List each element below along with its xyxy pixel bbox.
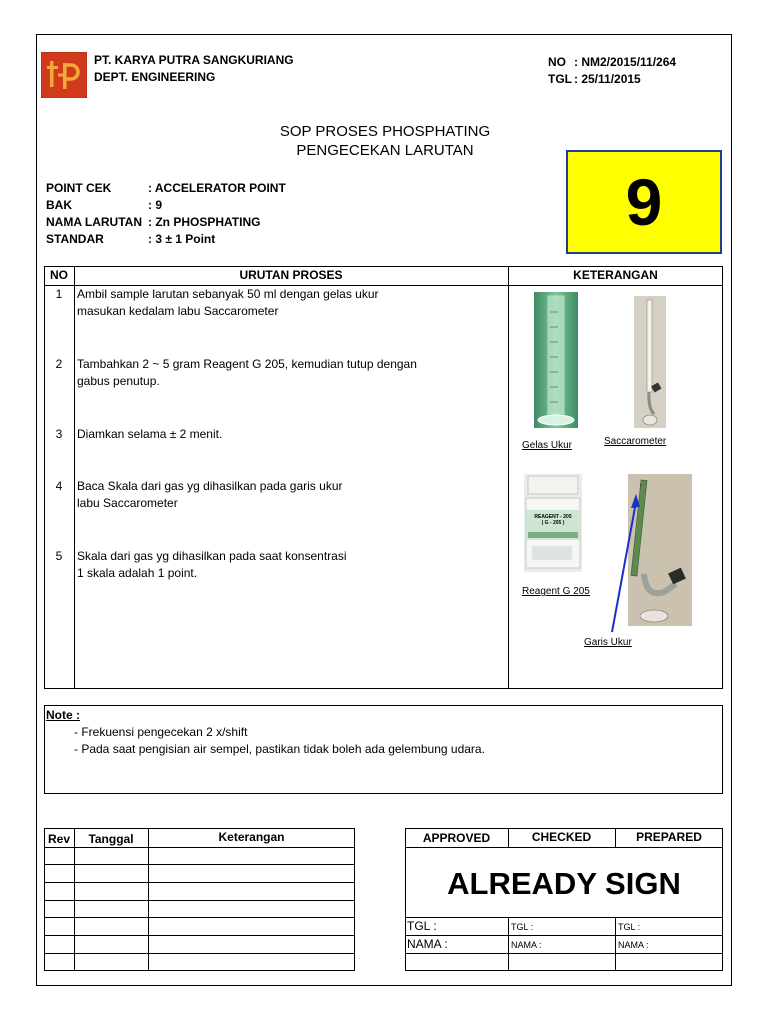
title-line2: PENGECEKAN LARUTAN	[296, 142, 474, 159]
step-line: Ambil sample larutan sebanyak 50 ml dengan gelas ukur	[77, 287, 379, 301]
prepared-tgl-label: TGL :	[618, 922, 641, 932]
arrow-icon	[600, 480, 640, 636]
step-line: Diamkan selama ± 2 menit.	[77, 427, 223, 441]
step-text	[77, 286, 379, 320]
caption-reagent: Reagent G 205	[522, 586, 590, 597]
approval-col-divider	[615, 917, 616, 971]
step-line: Tambahkan 2 ~ 5 gram Reagent G 205, kemudian tutup dengan	[77, 357, 417, 371]
company-name: PT. KARYA PUTRA SANGKURIANG	[94, 53, 294, 67]
rev-header-keterangan: Keterangan	[218, 830, 285, 844]
doc-tgl-value: : 25/11/2015	[574, 72, 641, 86]
table-col-divider	[74, 266, 75, 689]
step-number: 3	[55, 427, 63, 441]
info-label: NAMA LARUTAN	[46, 215, 142, 229]
rev-row-line	[44, 882, 355, 883]
doc-tgl-label: TGL	[548, 72, 572, 86]
checked-nama-label: NAMA :	[511, 940, 542, 950]
step-number: 2	[55, 357, 63, 371]
approval-header-approved: APPROVED	[422, 831, 491, 845]
info-value: : Zn PHOSPHATING	[148, 215, 261, 229]
tank-number: 9	[625, 165, 663, 239]
step-number: 4	[55, 479, 63, 493]
info-block	[46, 180, 286, 248]
note-item: - Frekuensi pengecekan 2 x/shift	[74, 725, 248, 739]
measuring-cylinder-photo	[534, 292, 578, 428]
approval-header-prepared: PREPARED	[636, 830, 702, 844]
info-value: : 9	[148, 198, 163, 212]
step-line: labu Saccarometer	[77, 496, 178, 510]
caption-gelas-ukur: Gelas Ukur	[522, 440, 573, 451]
doc-no-value: : NM2/2015/11/264	[574, 55, 677, 69]
rev-row-line	[44, 917, 355, 918]
info-value: : ACCELERATOR POINT	[148, 181, 286, 195]
step-line: masukan kedalam labu Saccarometer	[77, 304, 279, 318]
info-label: STANDAR	[46, 232, 104, 246]
approval-row-line	[405, 953, 723, 954]
reagent-label-line2: ( G - 205 )	[541, 520, 565, 526]
approval-row-line	[405, 917, 723, 918]
prepared-nama-label: NAMA :	[618, 940, 649, 950]
col-header-process: URUTAN PROSES	[239, 268, 343, 282]
approved-tgl-label: TGL :	[407, 919, 437, 933]
reagent-label-line1: REAGENT - 205	[534, 514, 572, 520]
rev-header-tanggal: Tanggal	[88, 832, 134, 846]
rev-row-line	[44, 847, 355, 848]
doc-no-label: NO	[548, 55, 566, 69]
step-number: 5	[55, 549, 63, 563]
step-text	[77, 478, 343, 512]
approved-nama-label: NAMA :	[407, 937, 448, 951]
caption-garis-ukur: Garis Ukur	[584, 637, 632, 648]
caption-saccarometer: Saccarometer	[604, 436, 667, 447]
approval-row-line	[405, 847, 723, 848]
step-line: Baca Skala dari gas yg dihasilkan pada garis ukur	[77, 479, 343, 493]
step-text	[77, 548, 347, 582]
note-title: Note :	[46, 708, 80, 722]
rev-row-line	[44, 864, 355, 865]
step-number: 1	[55, 287, 63, 301]
col-header-no: NO	[50, 268, 68, 282]
approval-col-divider	[508, 917, 509, 971]
approval-row-line	[405, 935, 723, 936]
approval-header-checked: CHECKED	[531, 830, 592, 844]
rev-header-rev: Rev	[47, 832, 70, 846]
company-logo	[41, 52, 87, 98]
tank-number-box	[566, 150, 722, 254]
info-value: : 3 ± 1 Point	[148, 232, 216, 246]
title-line1: SOP PROSES PHOSPHATING	[279, 123, 491, 140]
step-line: gabus penutup.	[77, 374, 160, 388]
reagent-jar-photo	[524, 474, 582, 572]
note-item: - Pada saat pengisian air sempel, pastikan tidak boleh ada gelembung udara.	[74, 742, 485, 756]
table-col-divider	[508, 266, 509, 689]
rev-row-line	[44, 900, 355, 901]
company-dept: DEPT. ENGINEERING	[94, 70, 216, 84]
saccarometer-photo	[634, 296, 666, 428]
checked-tgl-label: TGL :	[511, 922, 534, 932]
info-label: POINT CEK	[46, 181, 112, 195]
info-label: BAK	[46, 198, 72, 212]
step-text	[77, 426, 222, 443]
step-line: 1 skala adalah 1 point.	[77, 566, 198, 580]
step-text	[77, 356, 417, 390]
rev-row-line	[44, 953, 355, 954]
step-line: Skala dari gas yg dihasilkan pada saat konsentrasi	[77, 549, 347, 563]
already-sign-text: ALREADY SIGN	[447, 866, 681, 901]
rev-row-line	[44, 935, 355, 936]
col-header-remarks: KETERANGAN	[573, 268, 658, 282]
